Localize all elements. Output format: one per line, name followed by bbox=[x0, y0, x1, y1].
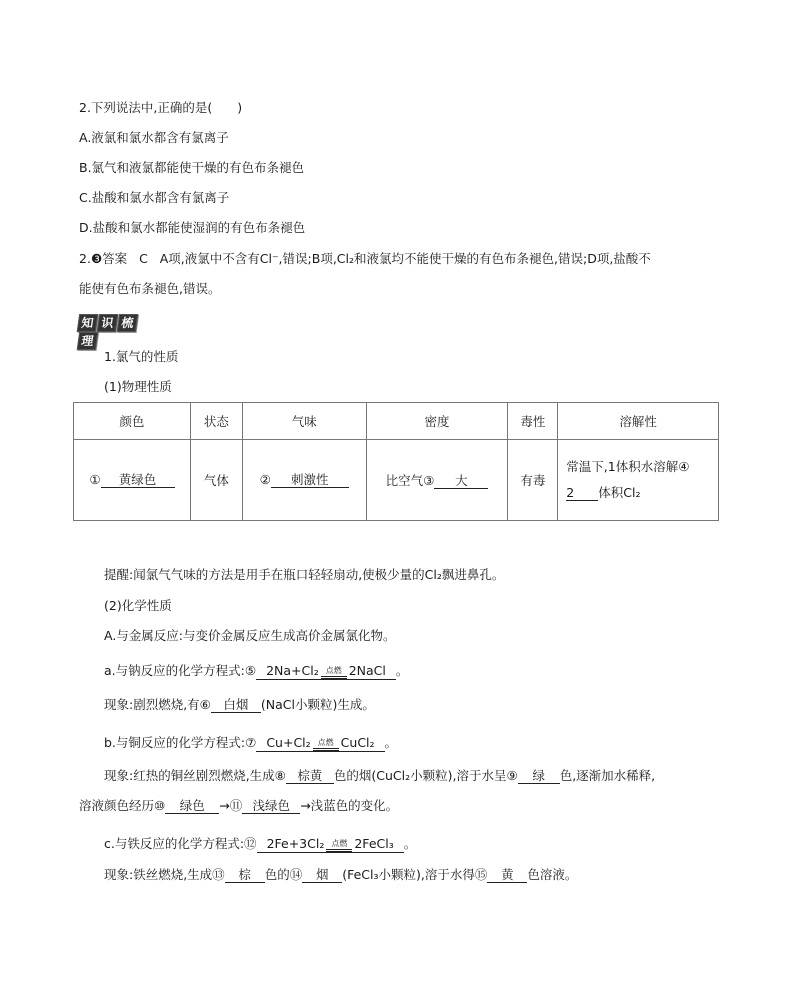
header-density: 密度 bbox=[366, 403, 508, 440]
equation-label: c.与铁反应的化学方程式:⑫ bbox=[104, 836, 257, 851]
equation-rhs: 2NaCl bbox=[348, 663, 386, 678]
equation-lhs: Cu+Cl₂ bbox=[266, 735, 311, 750]
badge-char: 知 bbox=[77, 314, 99, 332]
equation-end: 。 bbox=[395, 663, 409, 678]
sodium-equation bbox=[104, 662, 408, 680]
equation-label: b.与铜反应的化学方程式:⑦ bbox=[104, 735, 257, 750]
badge-char: 识 bbox=[97, 314, 119, 332]
badge-char: 理 bbox=[77, 332, 99, 350]
physical-properties-table bbox=[73, 402, 719, 521]
condition-label: 点燃 bbox=[331, 839, 348, 848]
option-a: A.液氯和氯水都含有氯离子 bbox=[79, 130, 229, 145]
condition-arrow bbox=[326, 840, 352, 852]
blank-answer: 大 bbox=[434, 473, 488, 489]
answer-choice: C bbox=[139, 251, 148, 266]
blank-answer: 2 bbox=[566, 485, 598, 501]
condition-label: 点燃 bbox=[317, 738, 334, 747]
obs-prefix: 现象:剧烈燃烧,有⑥ bbox=[104, 697, 211, 712]
obs-prefix: 现象:铁丝燃烧,生成⑬ bbox=[104, 867, 225, 882]
answer-line-1 bbox=[79, 250, 651, 268]
option-b: B.氯气和液氯都能使干燥的有色布条褪色 bbox=[79, 160, 305, 175]
blank-answer: 棕黄 bbox=[286, 768, 334, 784]
equation-end: 。 bbox=[403, 836, 417, 851]
option-c: C.盐酸和氯水都含有氯离子 bbox=[79, 190, 230, 205]
tip-text: 提醒:闻氯气气味的方法是用手在瓶口轻轻扇动,使极少量的Cl₂飘进鼻孔。 bbox=[104, 567, 505, 582]
density-prefix: 比空气③ bbox=[385, 473, 435, 488]
question-stem: 2.下列说法中,正确的是( ) bbox=[79, 100, 243, 115]
cell-density bbox=[366, 440, 508, 521]
equation-answer bbox=[257, 836, 404, 853]
blank-number: ① bbox=[89, 472, 101, 487]
equation-rhs: CuCl₂ bbox=[340, 735, 375, 750]
obs-middle: 色的烟(CuCl₂小颗粒),溶于水呈⑨ bbox=[333, 768, 518, 783]
chlorine-title: 1.氯气的性质 bbox=[104, 349, 179, 364]
obs-suffix: (NaCl小颗粒)生成。 bbox=[260, 697, 375, 712]
answer-explanation: A项,液氯中不含有Cl⁻,错误;B项,Cl₂和液氯均不能使干燥的有色布条褪色,错误;D项,盐酸不 bbox=[159, 251, 651, 266]
blank-answer: 绿 bbox=[518, 768, 560, 784]
section-badge bbox=[78, 314, 152, 348]
cell-solubility bbox=[558, 440, 719, 521]
solubility-line-1: 常温下,1体积水溶解④ bbox=[566, 459, 690, 474]
copper-equation bbox=[104, 734, 397, 752]
equation-lhs: 2Na+Cl₂ bbox=[266, 663, 319, 678]
equation-label: a.与钠反应的化学方程式:⑤ bbox=[104, 663, 257, 678]
condition-label: 点燃 bbox=[325, 666, 342, 675]
equation-end: 。 bbox=[384, 735, 398, 750]
answer-label: ❸答案 bbox=[90, 251, 128, 266]
condition-arrow bbox=[313, 739, 339, 751]
blank-answer: 黄绿色 bbox=[101, 472, 175, 488]
solubility-line-2: 体积Cl₂ bbox=[598, 485, 641, 500]
obs-arrow: →⑪ bbox=[219, 798, 243, 813]
header-state: 状态 bbox=[190, 403, 242, 440]
sodium-observation bbox=[104, 696, 375, 714]
blank-answer: 烟 bbox=[302, 867, 342, 883]
condition-arrow bbox=[321, 667, 347, 679]
copper-observation bbox=[104, 767, 655, 785]
equation-answer bbox=[256, 735, 384, 752]
answer-line-2: 能使有色布条褪色,错误。 bbox=[79, 281, 221, 296]
copper-observation-2 bbox=[79, 797, 398, 815]
badge-char: 梳 bbox=[117, 314, 139, 332]
iron-observation bbox=[104, 866, 577, 884]
obs-middle: (FeCl₃小颗粒),溶于水得⑮ bbox=[342, 867, 488, 882]
cell-color bbox=[74, 440, 191, 521]
metal-reaction-title: A.与金属反应:与变价金属反应生成高价金属氯化物。 bbox=[104, 628, 396, 643]
header-toxicity: 毒性 bbox=[508, 403, 558, 440]
blank-answer: 白烟 bbox=[211, 697, 261, 713]
blank-answer: 浅绿色 bbox=[242, 798, 300, 814]
physical-title: (1)物理性质 bbox=[104, 379, 172, 394]
cell-toxicity: 有毒 bbox=[508, 440, 558, 521]
header-odor: 气味 bbox=[242, 403, 366, 440]
iron-equation bbox=[104, 835, 416, 853]
obs-middle: 色的⑭ bbox=[264, 867, 303, 882]
header-color: 颜色 bbox=[74, 403, 191, 440]
equation-rhs: 2FeCl₃ bbox=[354, 836, 394, 851]
cell-odor bbox=[242, 440, 366, 521]
obs-suffix: →浅蓝色的变化。 bbox=[300, 798, 399, 813]
chemical-title: (2)化学性质 bbox=[104, 598, 172, 613]
equation-lhs: 2Fe+3Cl₂ bbox=[266, 836, 325, 851]
obs-suffix: 色,逐渐加水稀释, bbox=[559, 768, 656, 783]
cell-state: 气体 bbox=[190, 440, 242, 521]
obs-prefix: 溶液颜色经历⑩ bbox=[79, 798, 166, 813]
blank-answer: 棕 bbox=[225, 867, 265, 883]
blank-answer: 黄 bbox=[487, 867, 527, 883]
equation-answer bbox=[256, 663, 396, 680]
answer-prefix: 2. bbox=[79, 251, 91, 266]
blank-answer: 绿色 bbox=[165, 798, 219, 814]
obs-prefix: 现象:红热的铜丝剧烈燃烧,生成⑧ bbox=[104, 768, 286, 783]
obs-suffix: 色溶液。 bbox=[527, 867, 578, 882]
blank-answer: 刺激性 bbox=[271, 472, 349, 488]
option-d: D.盐酸和氯水都能使湿润的有色布条褪色 bbox=[79, 220, 306, 235]
header-solubility: 溶解性 bbox=[558, 403, 719, 440]
blank-number: ② bbox=[259, 472, 271, 487]
